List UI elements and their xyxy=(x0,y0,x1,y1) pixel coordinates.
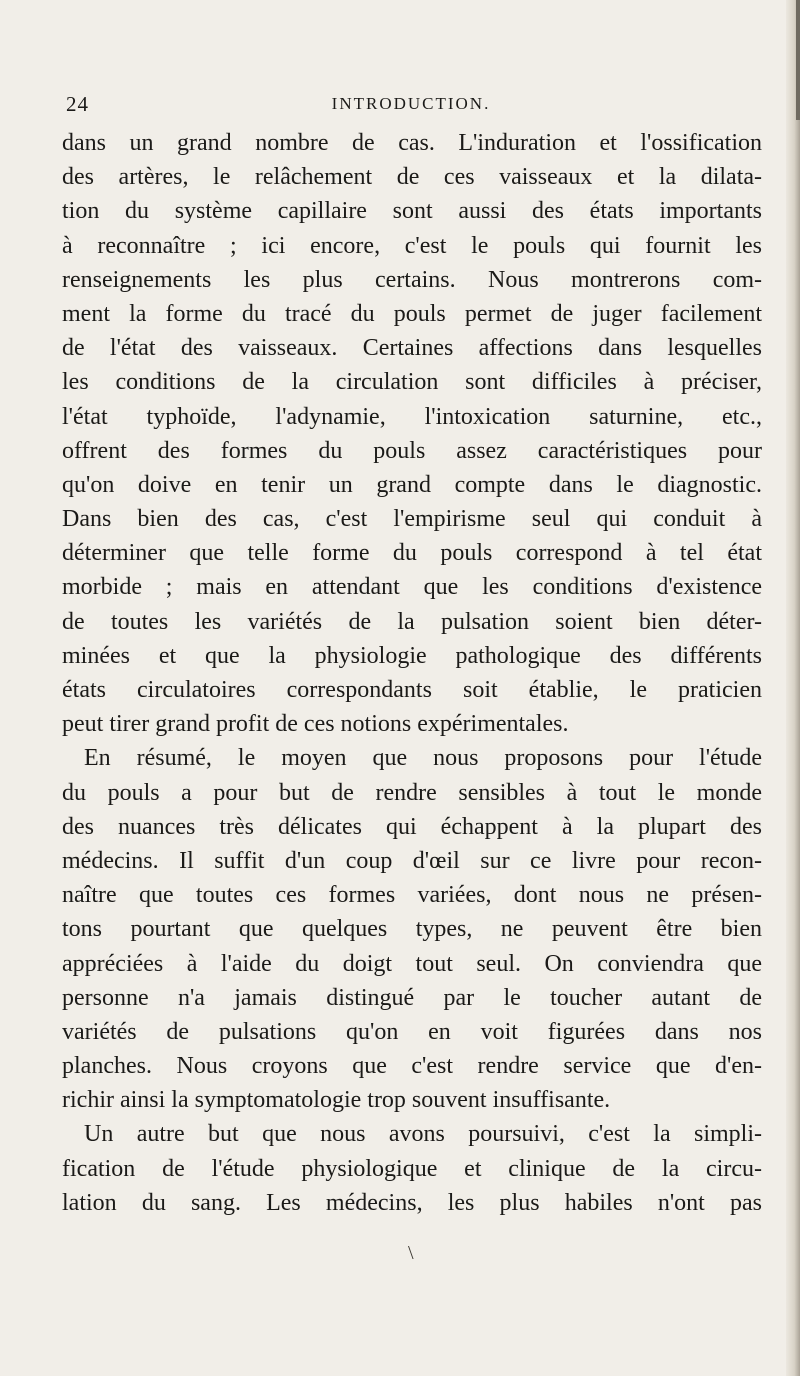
text-line: médecins. Il suffit d'un coup d'œil sur ce livre pour recon- xyxy=(62,847,762,874)
page-edge xyxy=(786,0,800,1376)
text-line: lation du sang. Les médecins, les plus habiles n'ont pas xyxy=(62,1189,762,1216)
text-line: qu'on doive en tenir un grand compte dans le diagnostic. xyxy=(62,471,762,498)
text-line: ment la forme du tracé du pouls permet de juger facilement xyxy=(62,300,762,327)
text-line: richir ainsi la symptomatologie trop souvent insuffisante. xyxy=(62,1087,611,1114)
text-line: appréciées à l'aide du doigt tout seul. On conviendra que xyxy=(62,950,762,977)
text-line: morbide ; mais en attendant que les conditions d'existence xyxy=(62,574,762,601)
text-line: états circulatoires correspondants soit établie, le praticien xyxy=(62,677,762,703)
text-line: Un autre but que nous avons poursuivi, c'est la simpli- xyxy=(84,1121,762,1148)
page-edge-shadow xyxy=(796,0,800,120)
text-line: renseignements les plus certains. Nous montrerons com- xyxy=(62,266,762,293)
text-line: peut tirer grand profit de ces notions expérimentales. xyxy=(62,711,569,738)
text-line: dans un grand nombre de cas. L'induration et l'ossification xyxy=(62,130,762,156)
text-line: de toutes les variétés de la pulsation soient bien déter- xyxy=(62,608,762,635)
text-line: offrent des formes du pouls assez caractéristiques pour xyxy=(62,437,762,464)
text-line: les conditions de la circulation sont difficiles à préciser, xyxy=(62,369,762,396)
body-text xyxy=(62,126,762,1220)
page-number: 24 xyxy=(66,92,89,116)
text-line: tion du système capillaire sont aussi des états importants xyxy=(62,198,762,225)
text-line: minées et que la physiologie pathologique des différents xyxy=(62,642,762,669)
text-line: déterminer que telle forme du pouls correspond à tel état xyxy=(62,540,762,567)
page-header xyxy=(66,92,756,118)
text-line: planches. Nous croyons que c'est rendre service que d'en- xyxy=(62,1053,762,1080)
text-line: des artères, le relâchement de ces vaisseaux et la dilata- xyxy=(62,164,762,191)
footer-mark: \ xyxy=(408,1242,414,1264)
text-line: variétés de pulsations qu'on en voit figurées dans nos xyxy=(62,1018,762,1045)
text-line: de l'état des vaisseaux. Certaines affections dans lesquelles xyxy=(62,335,762,362)
text-line: des nuances très délicates qui échappent à la plupart des xyxy=(62,813,762,840)
text-line: tons pourtant que quelques types, ne peuvent être bien xyxy=(62,916,762,943)
text-line: personne n'a jamais distingué par le toucher autant de xyxy=(62,984,762,1011)
running-head: INTRODUCTION. xyxy=(331,94,491,113)
text-line: à reconnaître ; ici encore, c'est le pouls qui fournit les xyxy=(62,232,762,259)
text-line: du pouls a pour but de rendre sensibles à tout le monde xyxy=(62,779,762,806)
text-line: naître que toutes ces formes variées, dont nous ne présen- xyxy=(62,882,762,909)
text-line: En résumé, le moyen que nous proposons pour l'étude xyxy=(84,745,762,772)
text-line: Dans bien des cas, c'est l'empirisme seul qui conduit à xyxy=(62,506,762,533)
text-line: fication de l'étude physiologique et clinique de la circu- xyxy=(62,1155,762,1182)
text-line: l'état typhoïde, l'adynamie, l'intoxication saturnine, etc., xyxy=(62,403,762,430)
